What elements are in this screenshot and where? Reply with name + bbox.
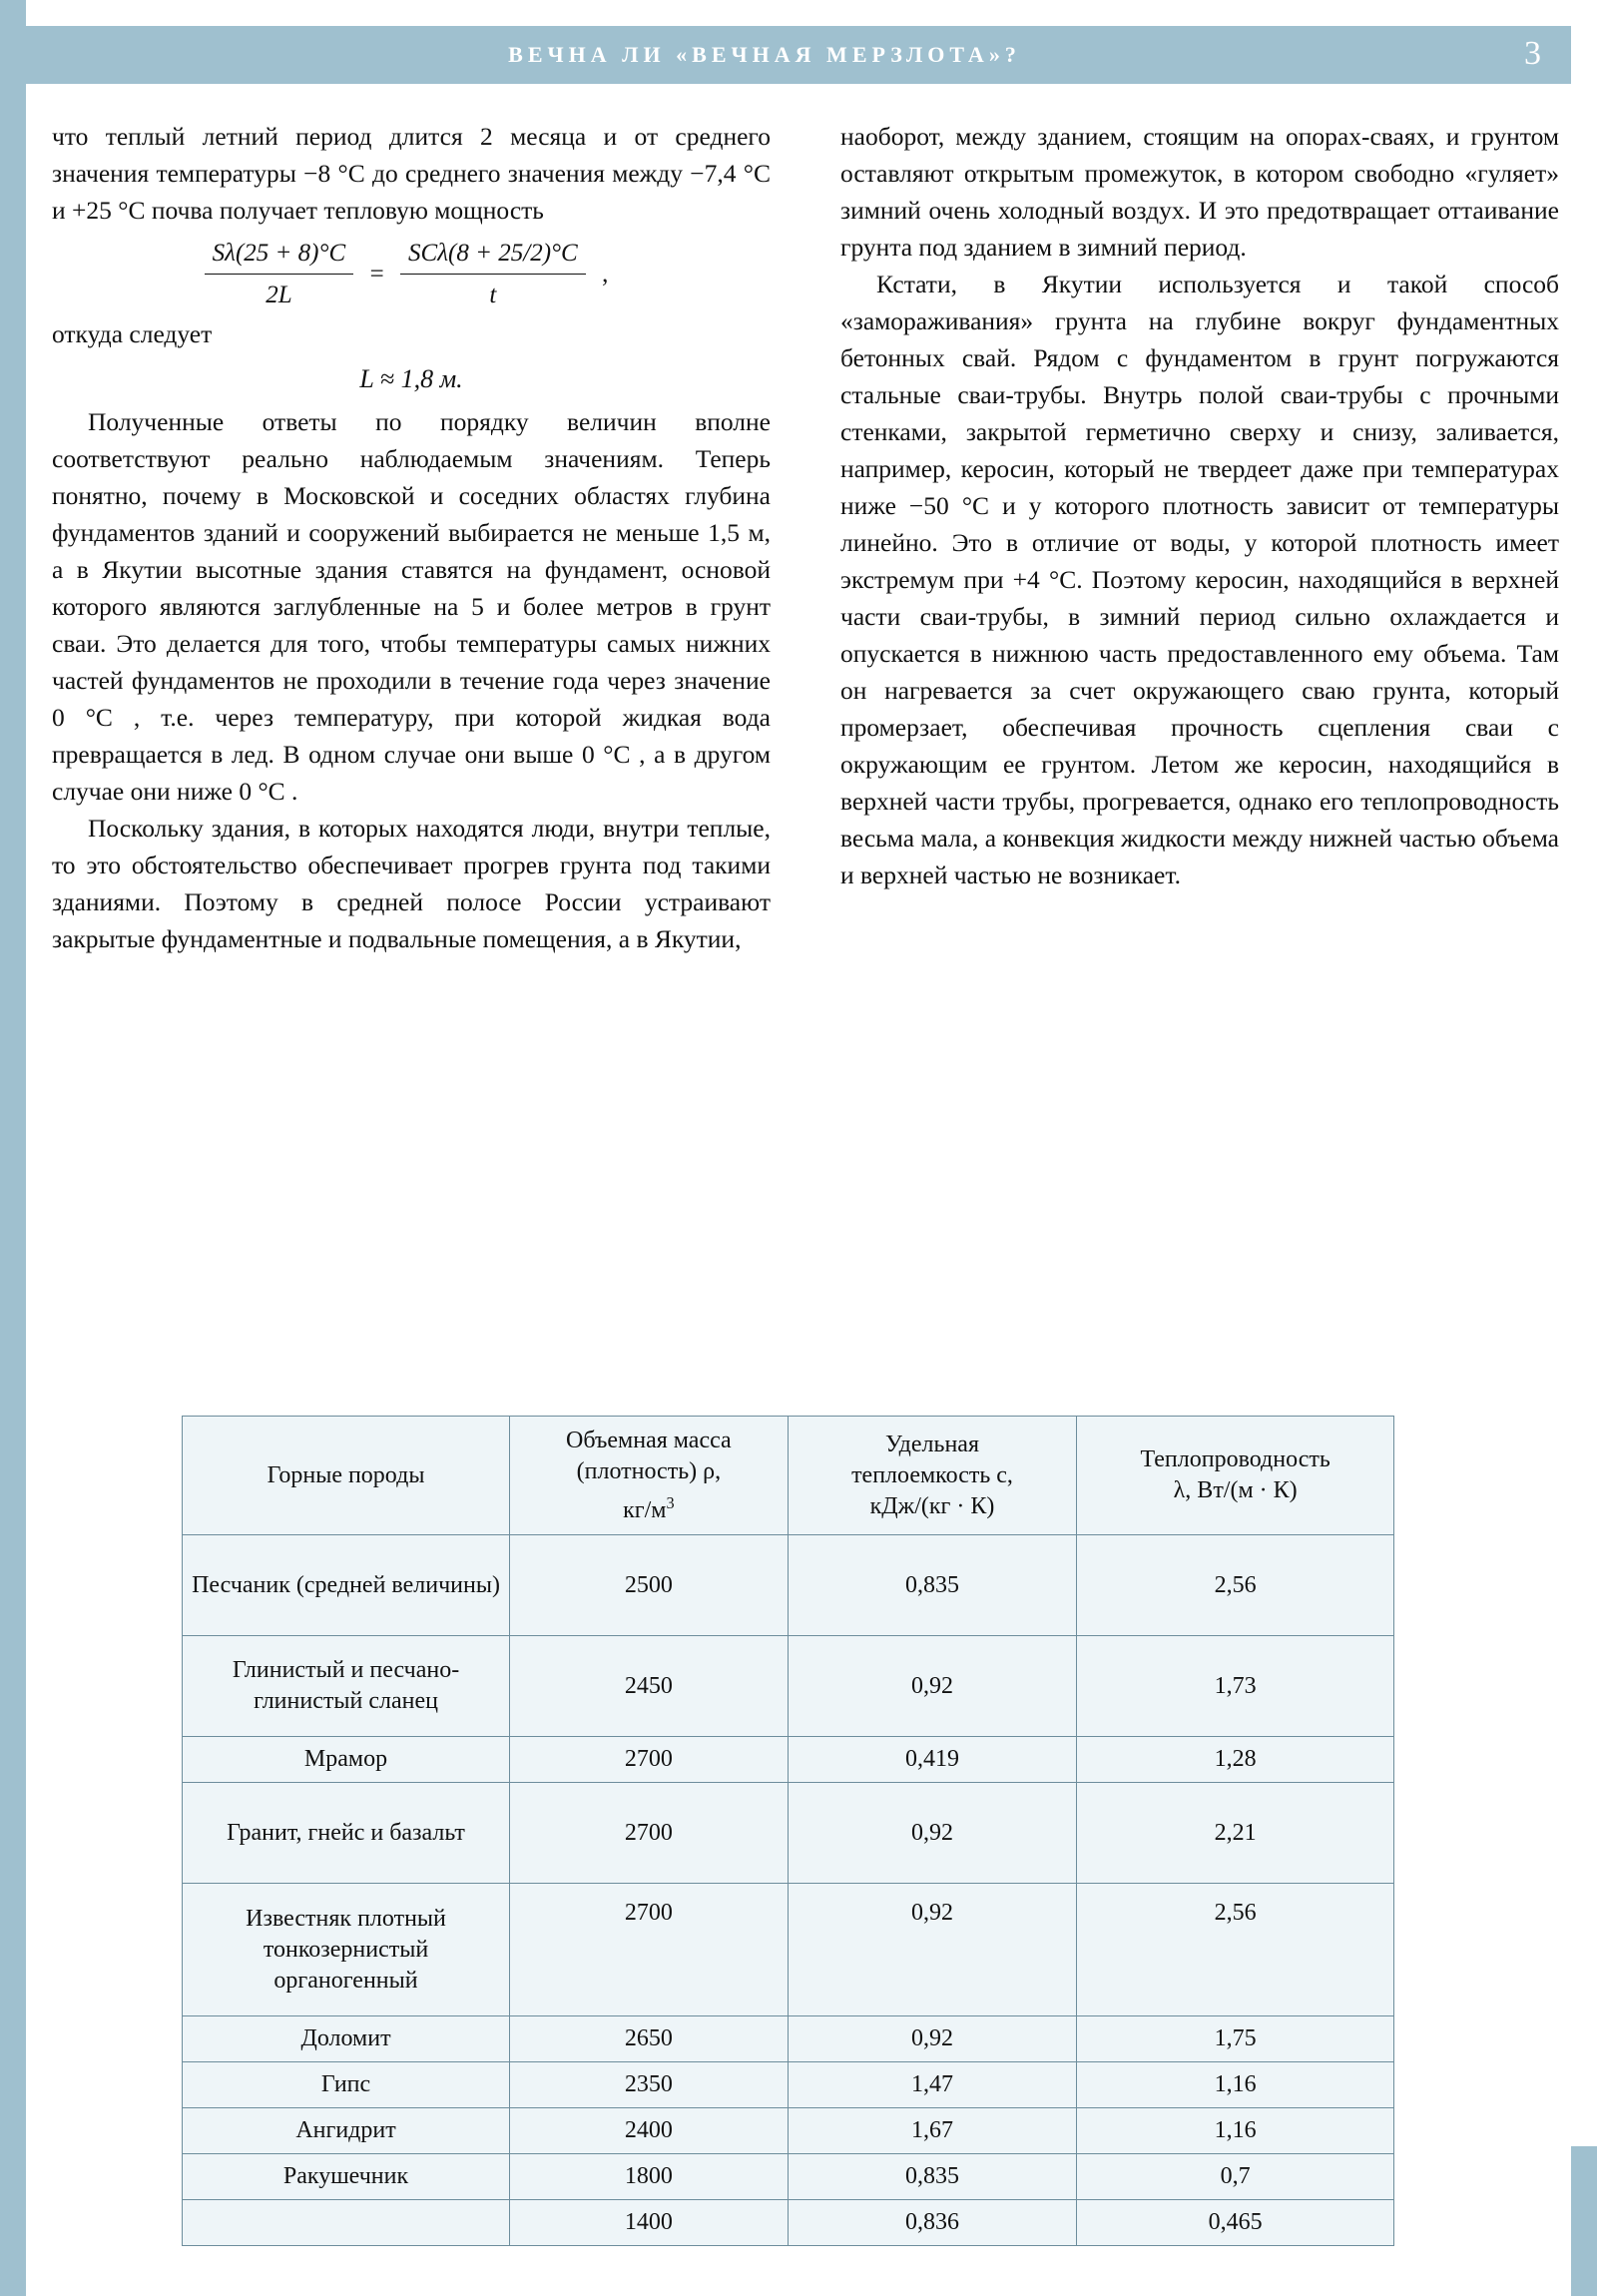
running-head-title: ВЕЧНА ЛИ «ВЕЧНАЯ МЕРЗЛОТА»? [508, 42, 1021, 67]
cell-conductivity: 2,56 [1077, 1535, 1394, 1636]
cell-conductivity: 1,28 [1077, 1737, 1394, 1783]
cell-rock-name: Ангидрит [183, 2108, 510, 2154]
bottom-right-edge-bar [1571, 2146, 1597, 2296]
cell-specific-heat: 0,92 [788, 1884, 1077, 2016]
cell-specific-heat: 0,92 [788, 2016, 1077, 2062]
cell-conductivity: 0,7 [1077, 2154, 1394, 2200]
header-density-line3: $кг/м^3$ [623, 1492, 675, 1523]
formula-depth-result: L ≈ 1,8 м. [359, 364, 463, 393]
cell-specific-heat: 0,92 [788, 1783, 1077, 1884]
header-specific-heat-line1: Удельная [885, 1431, 979, 1457]
table-body [183, 1535, 1394, 2246]
paragraph-left-1: что теплый летний период длится 2 месяца и от среднего значения температуры −8 °C до среднего значения между −7,4 °C и +25 °C почва получает тепловую мощность [52, 122, 771, 225]
body-columns [52, 118, 1559, 1416]
header-conductivity-line2: λ, Вт/(м · К) [1173, 1477, 1298, 1503]
cell-rock-name: Известняк плотный тонкозернистый органогенный [183, 1884, 510, 2016]
fraction-left-denominator: 2L [266, 282, 292, 308]
cell-density: 2450 [510, 1636, 789, 1737]
paragraph-left-2: откуда следует [52, 319, 213, 348]
cell-conductivity: 2,56 [1077, 1884, 1394, 2016]
paragraph-left-3: Полученные ответы по порядку величин вполне соответствуют реально наблюдаемым значениям. Теперь понятно, почему в Московской и соседних областях глубина фундаментов зданий и сооружений выбирается не меньше 1,5 м, а в Якутии высотные здания ставятся на фундамент, основой которого являются заглубленные на 5 и более метров в грунт сваи. Это делается для того, чтобы температуры самых нижних частей фундаментов не проходили в течение года через значение 0 °C , т.е. через температуру, при которой жидкая вода превращается в лед. В одном случае они выше 0 °C , а в другом случае они ниже 0 °C . [52, 407, 771, 806]
cell-density: 2700 [510, 1737, 789, 1783]
cell-density: 2700 [510, 1783, 789, 1884]
cell-rock-name: Гранит, гнейс и базальт [183, 1783, 510, 1884]
cell-density: 2500 [510, 1535, 789, 1636]
table-row [183, 2016, 1394, 2062]
paragraph-right-1: наоборот, между зданием, стоящим на опорах-сваях, и грунтом оставляют открытым промежуток, в котором свободно «гуляет» зимний очень холодный воздух. И это предотвращает оттаивание грунта под зданием в зимний период. [840, 122, 1559, 262]
paragraph-right-2: Кстати, в Якутии используется и такой способ «замораживания» грунта на глубине вокруг фундаментных бетонных свай. Рядом с фундаментом в грунт погружаются стальные сваи-трубы. Внутрь полой сваи-трубы с прочными стенками, закрытой герметично сверху и снизу, заливается, например, керосин, который не твердеет даже при температурах ниже −50 °C и у которого плотность зависит от температуры линейно. Это в отличие от воды, у которой плотность имеет экстремум при +4 °C. Поэтому керосин, находящийся в верхней части сваи-трубы, в зимний период сильно охлаждается и опускается в нижнюю часть предоставленного ему объема. Там он нагревается за счет окружающего сваю грунта, который промерзает, обеспечивая прочность сцепления сваи с окружающим ее грунтом. Летом же керосин, находящийся в верхней части трубы, прогревается, однако его теплопроводность весьма мала, а конвекция жидкости между нижней частью объема и верхней частью не возникает. [840, 270, 1559, 889]
cell-density: 2350 [510, 2062, 789, 2108]
cell-specific-heat: 0,835 [788, 1535, 1077, 1636]
cell-conductivity: 1,16 [1077, 2062, 1394, 2108]
cell-specific-heat: 1,67 [788, 2108, 1077, 2154]
table-row [183, 2154, 1394, 2200]
table-row [183, 1884, 1394, 2016]
cell-rock-name: Мрамор [183, 1737, 510, 1783]
running-head [26, 26, 1571, 84]
cell-specific-heat: 0,835 [788, 2154, 1077, 2200]
header-density-line1: Объемная масса [566, 1427, 732, 1453]
page-number: 3 [1524, 35, 1541, 72]
formula-trailing-comma: , [602, 261, 609, 287]
header-specific-heat-line2: теплоемкость c, [851, 1461, 1013, 1488]
fraction-right-denominator: t [489, 282, 497, 308]
cell-density: 2700 [510, 1884, 789, 2016]
cell-conductivity: 1,16 [1077, 2108, 1394, 2154]
table-row [183, 2108, 1394, 2154]
fraction-right [400, 235, 586, 313]
cell-conductivity: 2,21 [1077, 1783, 1394, 1884]
paragraph-left-4: Поскольку здания, в которых находятся люди, внутри теплые, то это обстоятельство обеспечивает прогрев грунта под такими зданиями. Поэтому в средней полосе России устраивают закрытые фундаментные и подвальные помещения, а в Якутии, [52, 814, 771, 953]
cell-density: 1800 [510, 2154, 789, 2200]
cell-conductivity: 1,73 [1077, 1636, 1394, 1737]
table-row [183, 1783, 1394, 1884]
table-row [183, 2200, 1394, 2246]
header-conductivity [1077, 1417, 1394, 1535]
cell-rock-name: Гипс [183, 2062, 510, 2108]
table-row [183, 2062, 1394, 2108]
equals-sign: = [369, 261, 384, 287]
table-row [183, 1737, 1394, 1783]
cell-rock-name [183, 2200, 510, 2246]
table-row [183, 1535, 1394, 1636]
header-density-line2: (плотность) ρ, [576, 1457, 722, 1484]
cell-rock-name: Глинистый и песчано-глинистый сланец [183, 1636, 510, 1737]
fraction-right-numerator: SCλ(8 + 25/2)°C [400, 235, 586, 275]
cell-rock-name: Доломит [183, 2016, 510, 2062]
header-conductivity-line1: Теплопроводность [1140, 1446, 1331, 1472]
rock-properties-table-wrapper [182, 1416, 1394, 2246]
left-column [52, 118, 771, 957]
fraction-left [205, 235, 354, 313]
fraction-left-numerator: Sλ(25 + 8)°C [205, 235, 354, 275]
formula-heat-power [52, 235, 771, 313]
cell-rock-name: Песчаник (средней величины) [183, 1535, 510, 1636]
table-header-row [183, 1417, 1394, 1535]
rock-properties-table [182, 1416, 1394, 2246]
cell-conductivity: 0,465 [1077, 2200, 1394, 2246]
cell-rock-name: Ракушечник [183, 2154, 510, 2200]
cell-specific-heat: 1,47 [788, 2062, 1077, 2108]
cell-density: 2650 [510, 2016, 789, 2062]
left-edge-bar [0, 0, 26, 2296]
header-rock-type: Горные породы [183, 1417, 510, 1535]
cell-density: 1400 [510, 2200, 789, 2246]
cell-specific-heat: 0,92 [788, 1636, 1077, 1737]
header-density [510, 1417, 789, 1535]
cell-specific-heat: 0,836 [788, 2200, 1077, 2246]
header-specific-heat-line3: кДж/(кг · К) [869, 1492, 995, 1519]
cell-conductivity: 1,75 [1077, 2016, 1394, 2062]
header-specific-heat [788, 1417, 1077, 1535]
cell-density: 2400 [510, 2108, 789, 2154]
table-head [183, 1417, 1394, 1535]
table-row [183, 1636, 1394, 1737]
right-column [840, 118, 1559, 893]
cell-specific-heat: 0,419 [788, 1737, 1077, 1783]
